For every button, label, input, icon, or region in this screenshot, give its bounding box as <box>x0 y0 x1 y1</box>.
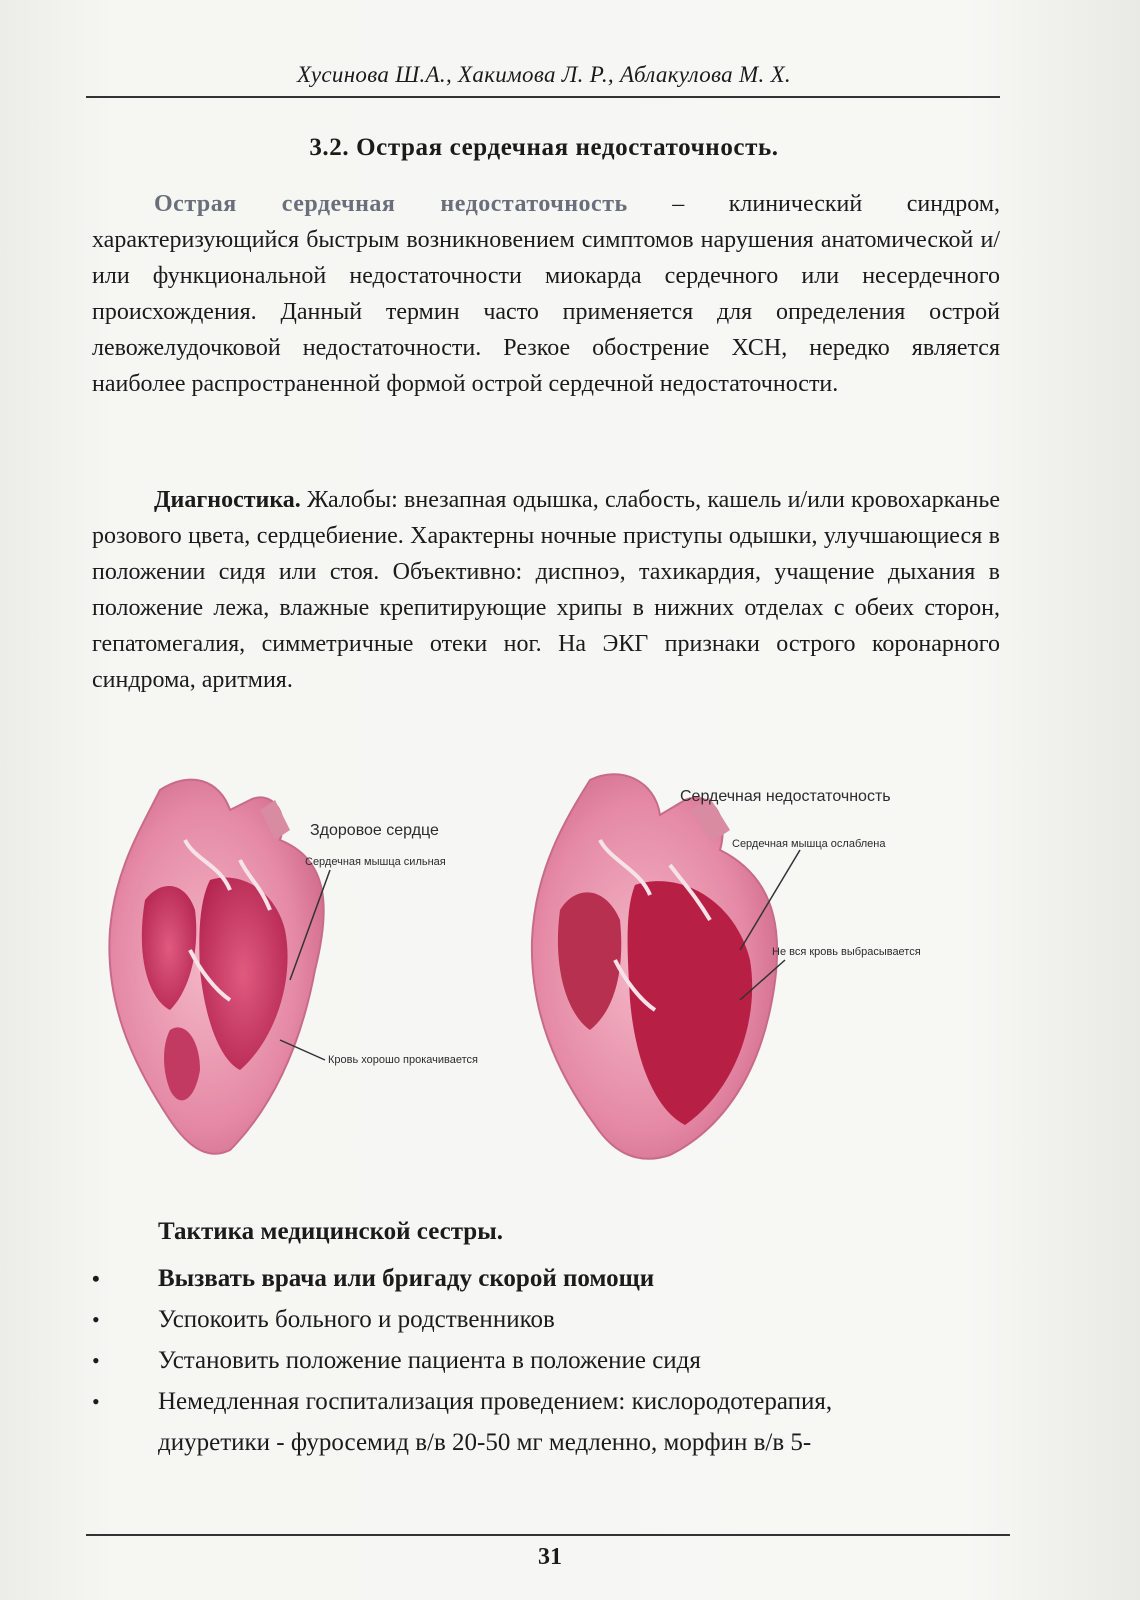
healthy-muscle-label: Сердечная мышца сильная <box>305 856 446 868</box>
definition-text: – клинический синдром, характеризующийся быстрым возникновением симптомов нарушения анатомической и/или функциональной недостаточности миокарда сердечного или несердечного происхождения. Данный термин часто применяется для определения острой левожелудочковой недостаточности. Резкое обострение ХСН, нередко является наиболее распространенной формой острой сердечной недостаточности. <box>92 191 1001 397</box>
failing-heart-drawing <box>532 774 777 1159</box>
heart-illustration <box>100 770 1000 1170</box>
section-title: 3.2. Острая сердечная недостаточность. <box>309 134 779 161</box>
tactics-list <box>86 1258 1006 1463</box>
list-item-text: Успокоить больного и родственников <box>158 1306 555 1333</box>
heart-comparison-figure <box>100 770 1000 1170</box>
failure-heart-title: Сердечная недостаточность <box>680 788 891 805</box>
definition-term: Острая сердечная недостаточность <box>154 191 628 217</box>
list-item <box>86 1299 1006 1340</box>
footer-rule <box>86 1534 1010 1536</box>
list-item <box>86 1340 1006 1381</box>
diagnostics-lead: Диагностика. <box>154 487 301 513</box>
list-item-text: Немедленная госпитализация проведением: кислородотерапия, <box>158 1388 833 1415</box>
tactics-title: Тактика медицинской сестры. <box>158 1218 503 1245</box>
list-item-continuation: диуретики - фуросемид в/в 20-50 мг медленно, морфин в/в 5- <box>158 1429 812 1456</box>
running-header-authors: Хусинова Ш.А., Хакимова Л. Р., Аблакулова М. Х. <box>297 62 791 87</box>
header-rule <box>86 96 1000 98</box>
page-number: 31 <box>538 1544 562 1570</box>
failure-muscle-label: Сердечная мышца ослаблена <box>732 838 886 850</box>
bullet-icon: • <box>92 1307 100 1332</box>
diagnostics-paragraph <box>92 482 1000 698</box>
healthy-blood-label: Кровь хорошо прокачивается <box>328 1054 478 1066</box>
bullet-icon: • <box>92 1389 100 1414</box>
list-item <box>86 1381 1006 1463</box>
diagnostics-text: Жалобы: внезапная одышка, слабость, кашель и/или кровохарканье розового цвета, сердцебиение. Характерны ночные приступы одышки, улучшающиеся в положении сидя или стоя. Объективно: диспноэ, тахикардия, учащение дыхания в положение лежа, влажные крепитирующие хрипы в нижних отделах с обеих сторон, гепатомегалия, симметричные отеки ног. На ЭКГ признаки острого коронарного синдрома, аритмия. <box>92 487 1000 693</box>
definition-paragraph <box>92 186 1000 402</box>
list-item-text: Вызвать врача или бригаду скорой помощи <box>158 1265 655 1292</box>
healthy-heart-title: Здоровое сердце <box>310 822 439 839</box>
bullet-icon: • <box>92 1348 100 1373</box>
healthy-heart-drawing <box>109 780 323 1154</box>
list-item-text: Установить положение пациента в положение сидя <box>158 1347 701 1374</box>
list-item <box>86 1258 1006 1299</box>
failure-blood-label: Не вся кровь выбрасывается <box>772 946 921 958</box>
bullet-icon: • <box>92 1266 100 1291</box>
